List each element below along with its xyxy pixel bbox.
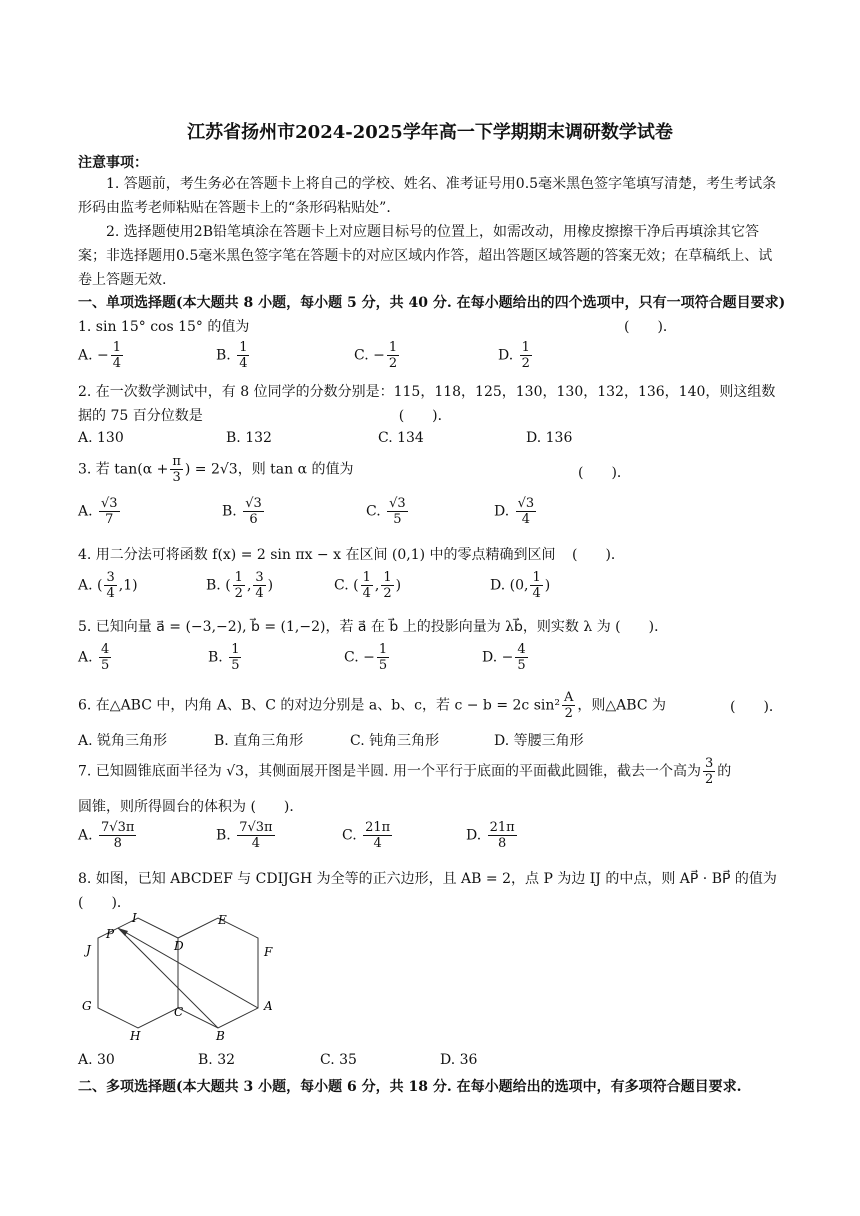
arrow-head xyxy=(118,928,128,936)
section-2-heading: 二、多项选择题(本大题共 3 小题，每小题 6 分，共 18 分. 在每小题给出的选项中，有多项符合题目要求. xyxy=(78,1079,742,1095)
label-j: J xyxy=(86,943,91,957)
q7-option-b: B. $\frac{7√3\pi}{4}$ xyxy=(216,820,273,851)
label-g: G xyxy=(82,999,92,1013)
page-title: 江苏省扬州市2024-2025学年高一下学期期末调研数学试卷 xyxy=(187,122,673,143)
q1-blank: ( )． xyxy=(624,319,677,335)
q8-option-c: C. 35 xyxy=(320,1052,357,1068)
q6-option-d: D. 等腰三角形 xyxy=(494,733,584,749)
q7-stem: 7. 已知圆锥底面半径为 √3，其侧面展开图是半圆. 用一个平行于底面的平面截此圆锥，截去一个高为 $\frac{3}{2}$ 的 xyxy=(78,756,732,787)
q3-option-d: D. $\frac{√3}{4}$ xyxy=(494,496,535,527)
q4-option-c: C. ( $\frac{1}{4}$ , $\frac{1}{2}$ ) xyxy=(334,570,402,601)
label-c: C xyxy=(174,1005,184,1019)
label-b: B xyxy=(216,1029,225,1043)
q4-option-d: D. (0, $\frac{1}{4}$ ) xyxy=(490,570,551,601)
q6-option-a: A. 锐角三角形 xyxy=(78,733,168,749)
notice-item-2: 2. 选择题使用2B铅笔填涂在答题卡上对应题目标号的位置上，如需改动，用橡皮擦擦干净后再填涂其它答案；非选择题用0.5毫米黑色签字笔在答题卡的对应区域内作答，超出答题区域答题的答案无效；在草稿纸上、试卷上答题无效. xyxy=(78,224,773,288)
q1-option-a: A. − $\frac{1}{4}$ xyxy=(78,340,122,371)
q5-option-b: B. $\frac{1}{5}$ xyxy=(208,642,240,673)
q7-stem-line2: 圆锥，则所得圆台的体积为 ( )． xyxy=(78,799,304,815)
label-i: I xyxy=(132,911,137,925)
q4-stem: 4. 用二分法可将函数 f(x) = 2 sin πx − x 在区间 (0,1) 中的零点精确到区间 xyxy=(78,547,556,563)
q3-option-a: A. $\frac{√3}{7}$ xyxy=(78,496,118,527)
hexagon-abcdef xyxy=(178,918,258,1028)
q2-option-a: A. 130 xyxy=(78,430,124,446)
segment-ap xyxy=(118,928,258,1008)
q1-stem: 1. sin 15° cos 15° 的值为 xyxy=(78,319,250,335)
label-e: E xyxy=(218,913,227,927)
q3-blank: ( )． xyxy=(578,465,631,481)
q8-blank: ( )． xyxy=(78,895,131,911)
q4-option-b: B. ( $\frac{1}{2}$ , $\frac{3}{4}$ ) xyxy=(206,570,274,601)
hexagon-figure xyxy=(78,910,288,1050)
q7-option-c: C. $\frac{21\pi}{4}$ xyxy=(342,820,391,851)
q8-option-d: D. 36 xyxy=(440,1052,478,1068)
label-p: P xyxy=(106,927,115,941)
q3-option-b: B. $\frac{√3}{6}$ xyxy=(222,496,262,527)
label-d: D xyxy=(174,939,184,953)
q2-option-d: D. 136 xyxy=(526,430,573,446)
q2-stem: 2. 在一次数学测试中，有 8 位同学的分数分别是：115，118，125，130，130，132，136，140，则这组数据的 75 百分位数是 ( )． xyxy=(78,384,776,424)
q2-option-b: B. 132 xyxy=(226,430,272,446)
q8-option-a: A. 30 xyxy=(78,1052,115,1068)
section-1-heading: 一、单项选择题(本大题共 8 小题，每小题 5 分，共 40 分. 在每小题给出的四个选项中，只有一项符合题目要求) xyxy=(78,295,786,311)
q6-stem: 6. 在△ABC 中，内角 A、B、C 的对边分别是 a、b、c，若 c − b = 2c sin² $\frac{A}{2}$ ，则△ABC 为 xyxy=(78,690,666,721)
q5-option-c: C. − $\frac{1}{5}$ xyxy=(344,642,388,673)
q6-option-c: C. 钝角三角形 xyxy=(350,733,440,749)
label-a: A xyxy=(264,999,273,1013)
q5-option-a: A. $\frac{4}{5}$ xyxy=(78,642,110,673)
q2-option-c: C. 134 xyxy=(378,430,424,446)
notice-heading: 注意事项： xyxy=(78,155,148,171)
q6-option-b: B. 直角三角形 xyxy=(214,733,304,749)
notice-item-1: 1. 答题前，考生务必在答题卡上将自己的学校、姓名、准考证号用0.5毫米黑色签字笔填写清楚，考生考试条形码由监考老师粘贴在答题卡上的“条形码粘贴处”． xyxy=(78,176,777,216)
q3-stem: 3. 若 tan(α + $\frac{\pi}{3}$ ) = 2√3，则 tan α 的值为 xyxy=(78,454,354,485)
q5-stem: 5. 已知向量 a⃗ = (−3,−2), b⃗ = (1,−2)，若 a⃗ 在 b⃗ 上的投影向量为 λb⃗，则实数 λ 为 ( )． xyxy=(78,619,669,635)
q4-blank: ( )． xyxy=(572,547,625,563)
q8-stem: 8. 如图，已知 ABCDEF 与 CDIJGH 为全等的正六边形，且 AB = 2，点 P 为边 IJ 的中点，则 AP⃗ · BP⃗ 的值为 xyxy=(78,871,777,887)
q7-option-a: A. $\frac{7√3\pi}{8}$ xyxy=(78,820,135,851)
q1-option-b: B. $\frac{1}{4}$ xyxy=(216,340,248,371)
q5-option-d: D. − $\frac{4}{5}$ xyxy=(482,642,526,673)
q8-option-b: B. 32 xyxy=(198,1052,236,1068)
q6-blank: ( )． xyxy=(730,699,783,715)
q1-option-c: C. − $\frac{1}{2}$ xyxy=(354,340,398,371)
label-f: F xyxy=(264,945,273,959)
q3-option-c: C. $\frac{√3}{5}$ xyxy=(366,496,406,527)
q4-option-a: A. ( $\frac{3}{4}$ ,1) xyxy=(78,570,138,601)
q1-option-d: D. $\frac{1}{2}$ xyxy=(498,340,530,371)
label-h: H xyxy=(130,1029,141,1043)
q7-option-d: D. $\frac{21\pi}{8}$ xyxy=(466,820,515,851)
